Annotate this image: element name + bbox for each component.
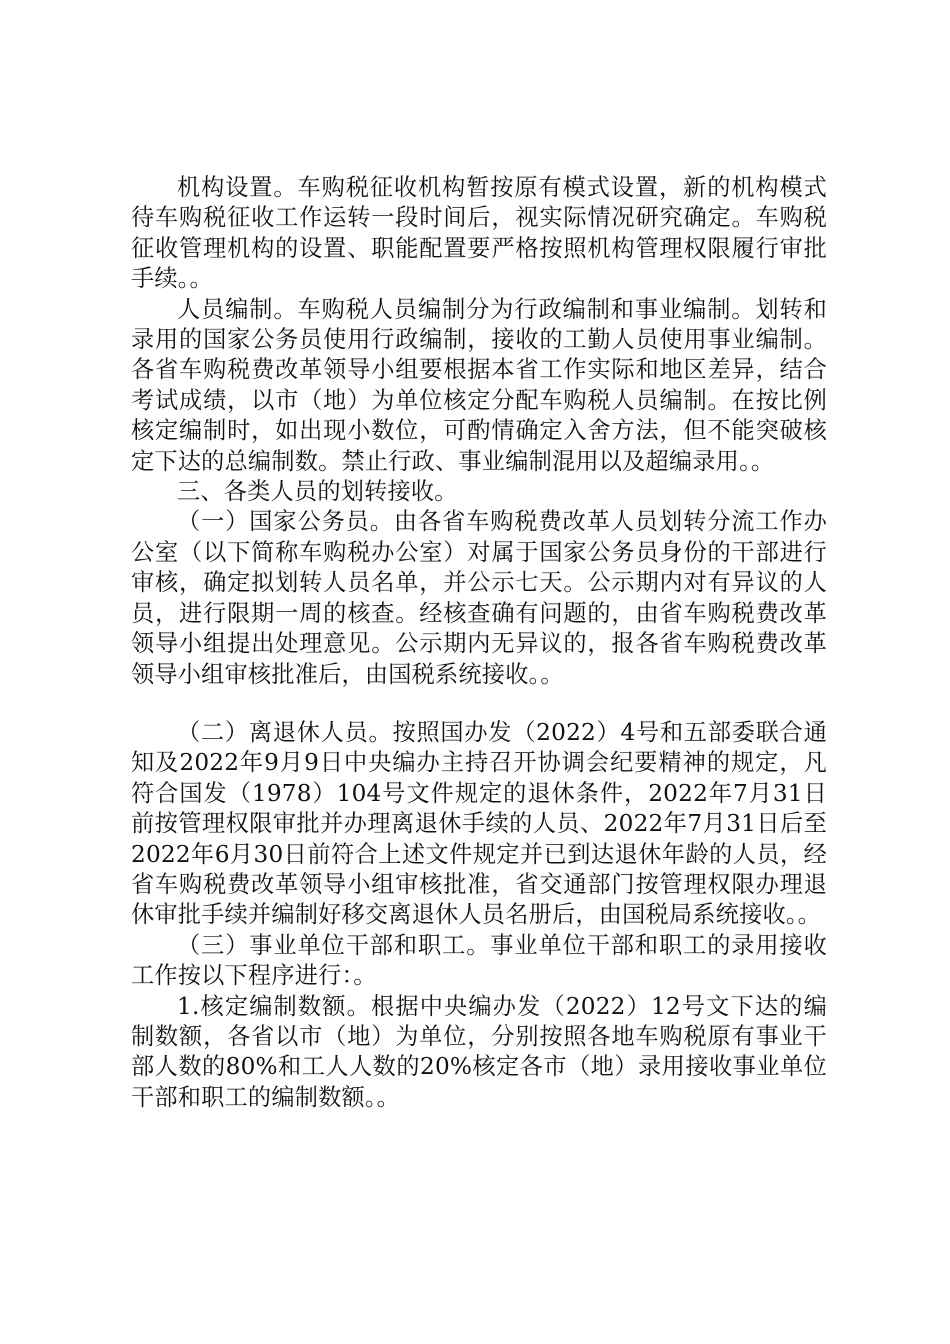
paragraph-quota-approval: 1.核定编制数额。根据中央编办发（2022）12号文下达的编制数额，各省以市（地）为单位，分别按照各地车购税原有事业干部人数的80%和工人人数的20%核定各市（地）录用接收事业单位干部和职工的编制数额。。 [131,992,827,1111]
section-heading-transfer: 三、各类人员的划转接收。 [177,478,458,506]
paragraph-retirees: （二）离退休人员。按照国办发（2022）4号和五部委联合通知及2022年9月9日中央编办主持召开协调会纪要精神的规定，凡符合国发（1978）104号文件规定的退休条件，2022年7月31日前按管理权限审批并办理离退休手续的人员、2022年7月31日后至2022年6月30日前符合上述文件规定并已到达退休年龄的人员，经省车购税费改革领导小组审核批准，省交通部门按管理权限办理退休审批手续并编制好移交离退休人员名册后，由国税局系统接收。。 [131,718,827,929]
document-body [131,173,827,1113]
paragraph-gap [131,690,827,718]
paragraph-public-institution-staff: （三）事业单位干部和职工。事业单位干部和职工的录用接收工作按以下程序进行：。 [131,931,827,990]
paragraph-civil-servants: （一）国家公务员。由各省车购税费改革人员划转分流工作办公室（以下简称车购税办公室）对属于国家公务员身份的干部进行审核，确定拟划转人员名单，并公示七天。公示期内对有异议的人员，进行限期一周的核查。经核查确有问题的，由省车购税费改革领导小组提出处理意见。公示期内无异议的，报各省车购税费改革领导小组审核批准后，由国税系统接收。。 [131,508,827,688]
paragraph-staffing: 人员编制。车购税人员编制分为行政编制和事业编制。划转和录用的国家公务员使用行政编制，接收的工勤人员使用事业编制。各省车购税费改革领导小组要根据本省工作实际和地区差异，结合考试成绩，以市（地）为单位核定分配车购税人员编制。在按比例核定编制时，如出现小数位，可酌情确定入舍方法，但不能突破核定下达的总编制数。禁止行政、事业编制混用以及超编录用。。 [131,295,827,475]
paragraph-institution-setup: 机构设置。车购税征收机构暂按原有模式设置，新的机构模式待车购税征收工作运转一段时间后，视实际情况研究确定。车购税征收管理机构的设置、职能配置要严格按照机构管理权限履行审批手续。。 [131,174,827,293]
